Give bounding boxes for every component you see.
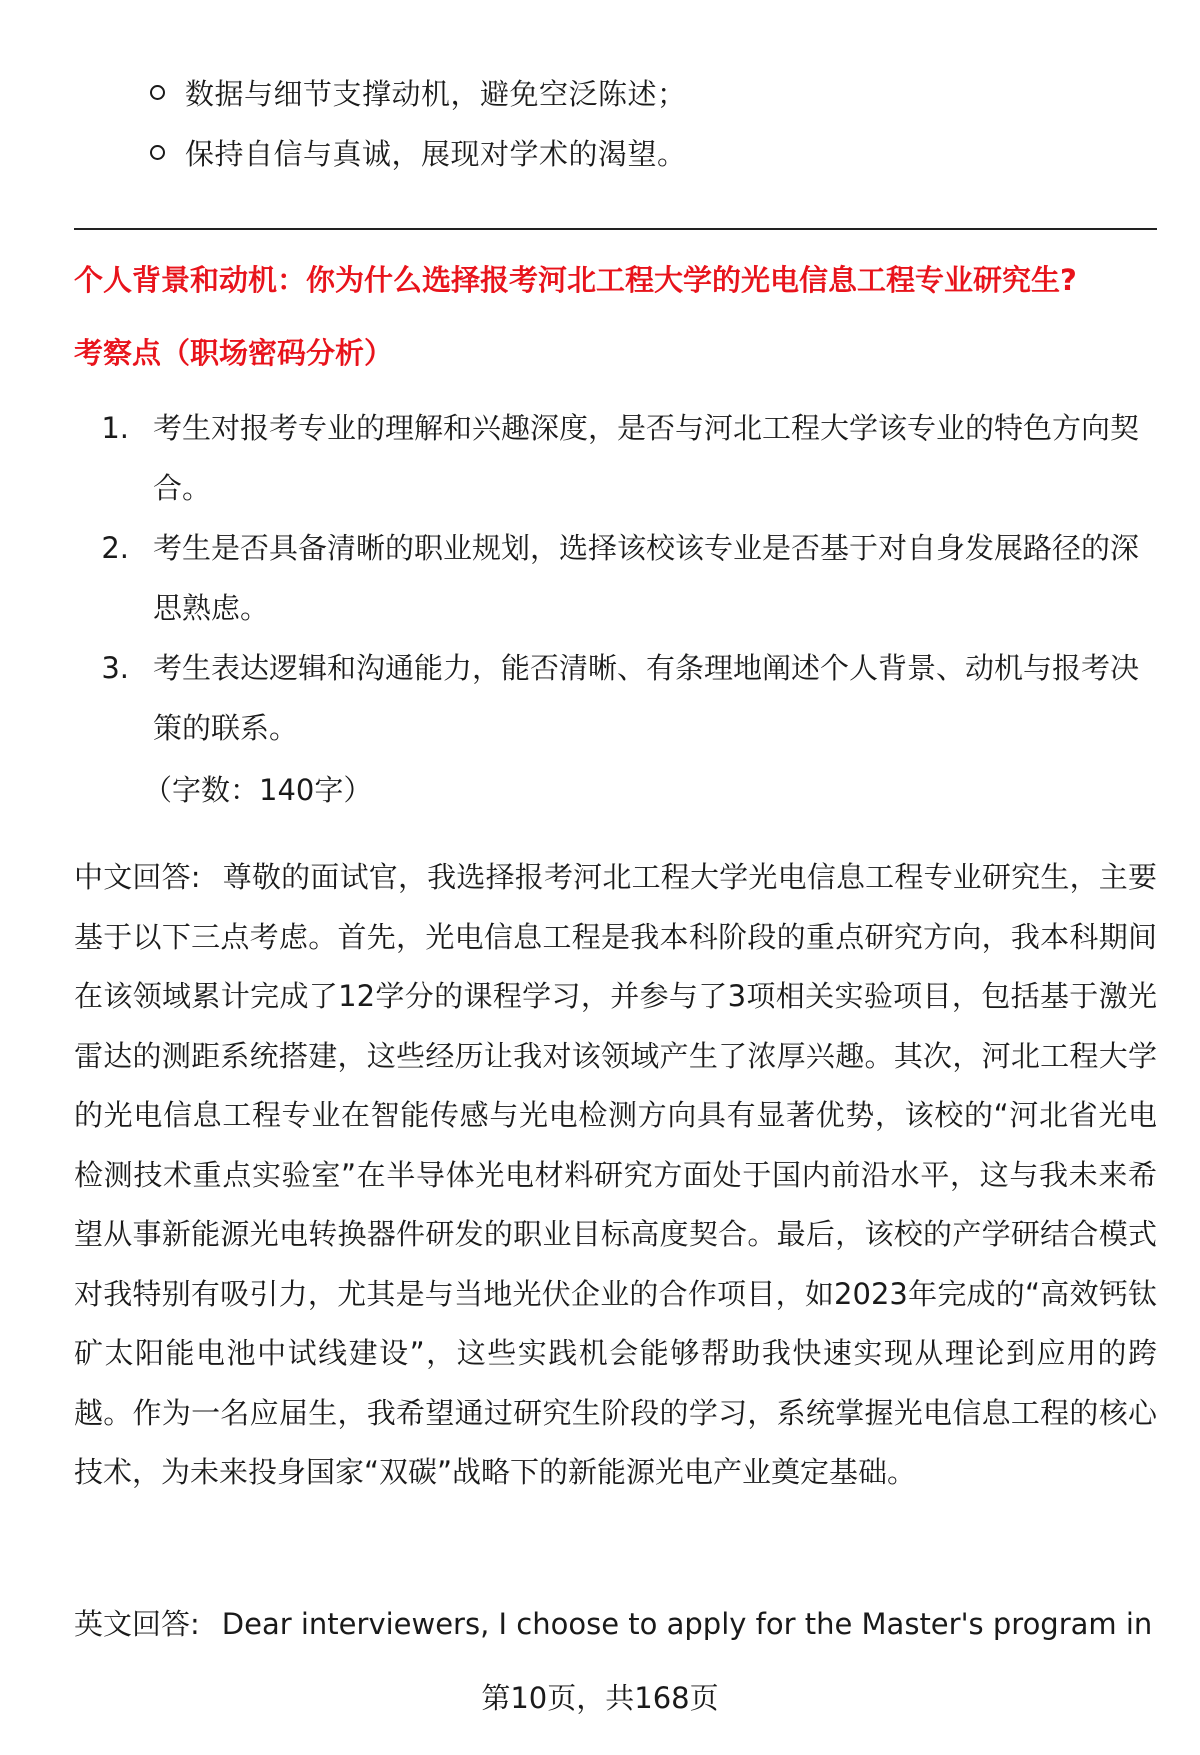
question-heading: 个人背景和动机：你为什么选择报考河北工程大学的光电信息工程专业研究生? (74, 263, 1077, 297)
list-number: 2. (101, 531, 129, 565)
hollow-circle-bullet-icon (150, 145, 165, 160)
list-text: 考生表达逻辑和沟通能力，能否清晰、有条理地阐述个人背景、动机与报考决策的联系。 (153, 651, 1140, 745)
word-count: （字数：140字） (143, 773, 373, 807)
list-text: 考生是否具备清晰的职业规划，选择该校该专业是否基于对自身发展路径的深思熟虑。 (153, 531, 1140, 625)
bullet-text: 保持自信与真诚，展现对学术的渴望。 (185, 136, 687, 171)
focus-heading: 考察点（职场密码分析） (74, 336, 394, 370)
list-number: 1. (101, 411, 129, 445)
english-answer-text: Dear interviewers, I choose to apply for the Master's program in (221, 1607, 1153, 1641)
bullet-text: 数据与细节支撑动机，避免空泛陈述； (185, 76, 687, 111)
list-text: 考生对报考专业的理解和兴趣深度，是否与河北工程大学该专业的特色方向契合。 (153, 411, 1140, 505)
hollow-circle-bullet-icon (150, 85, 165, 100)
list-item (74, 638, 1154, 758)
english-answer (74, 1595, 1157, 1655)
focus-points-list (74, 398, 1154, 758)
list-item (74, 398, 1154, 518)
english-answer-label: 英文回答: (74, 1607, 200, 1641)
list-number: 3. (101, 651, 129, 685)
chinese-answer-text: 尊敬的面试官，我选择报考河北工程大学光电信息工程专业研究生，主要基于以下三点考虑。首先，光电信息工程是我本科阶段的重点研究方向，我本科期间在该领域累计完成了12学分的课程学习，并参与了3项相关实验项目，包括基于激光雷达的测距系统搭建，这些经历让我对该领域产生了浓厚兴趣。其次，河北工程大学的光电信息工程专业在智能传感与光电检测方向具有显著优势，该校的“河北省光电检测技术重点实验室”在半导体光电材料研究方面处于国内前沿水平，这与我未来希望从事新能源光电转换器件研发的职业目标高度契合。最后，该校的产学研结合模式对我特别有吸引力，尤其是与当地光伏企业的合作项目，如2023年完成的“高效钙钛矿太阳能电池中试线建设”，这些实践机会能够帮助我快速实现从理论到应用的跨越。作为一名应届生，我希望通过研究生阶段的学习，系统掌握光电信息工程的核心技术，为未来投身国家“双碳”战略下的新能源光电产业奠定基础。 (74, 860, 1157, 1489)
list-item (150, 122, 1130, 182)
chinese-answer-label: 中文回答: (74, 860, 201, 894)
page-number: 第10页，共168页 (481, 1681, 719, 1715)
list-item (74, 518, 1154, 638)
chinese-answer (74, 848, 1157, 1503)
horizontal-divider (74, 228, 1157, 230)
bullet-list (150, 62, 1130, 182)
list-item (150, 62, 1130, 122)
